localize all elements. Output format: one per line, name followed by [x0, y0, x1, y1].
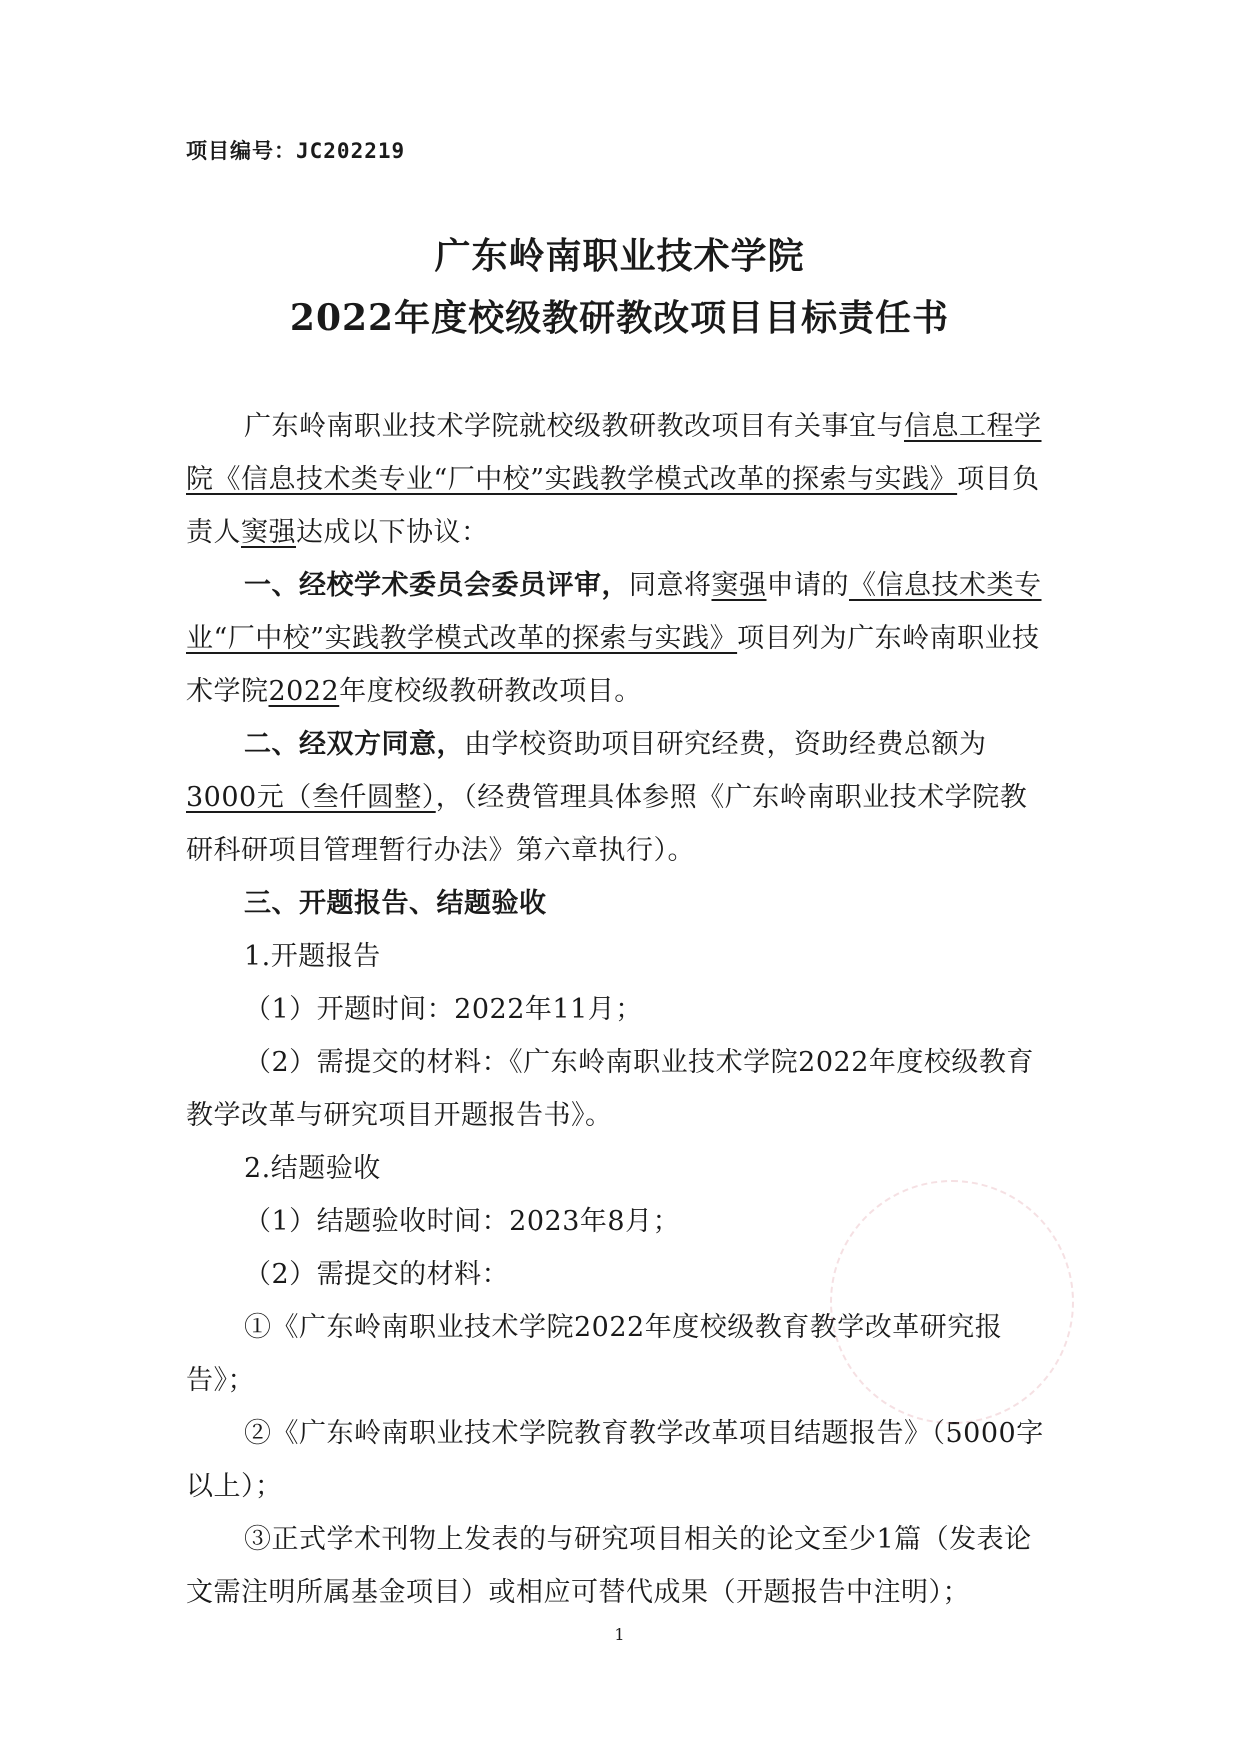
section-2-text: 由学校资助项目研究经费，资助经费总额为: [464, 729, 987, 760]
document-title-line1: 广东岭南职业技术学院: [434, 235, 805, 277]
section-1-text: 同意将: [629, 570, 712, 601]
intro-project-name: 信息工程学院《信息技术类专业“厂中校”实践教学模式改革的探索与实践》: [186, 411, 1042, 495]
material-item-3: ③正式学术刊物上发表的与研究项目相关的论文至少1篇（发表论文需注明所属基金项目）或相应可替代成果（开题报告中注明）；: [186, 1524, 1032, 1608]
section-1-text: 年度校级教研教改项目。: [339, 676, 642, 707]
intro-text: 达成以下协议：: [296, 517, 489, 548]
document-body: [186, 400, 1054, 1619]
intro-leader-name: 窦强: [241, 517, 296, 548]
section-2-heading: 二、经双方同意，: [244, 729, 464, 760]
subsection-final-acceptance: 2.结题验收: [244, 1153, 381, 1184]
faint-seal-stamp: [830, 1180, 1074, 1424]
section-1-leader-name: 窦强: [711, 570, 767, 601]
material-item-1: ①《广东岭南职业技术学院2022年度校级教育教学改革研究报告》；: [186, 1312, 1003, 1396]
intro-text: 项目负责人: [186, 464, 1040, 548]
project-number: 项目编号：JC202219: [186, 139, 406, 163]
intro-paragraph: [186, 400, 1054, 559]
section-2-funding-amount: 3000元（叁仟圆整）: [186, 782, 436, 813]
intro-text: 广东岭南职业技术学院就校级教研教改项目有关事宜与: [244, 411, 904, 442]
acceptance-time: （1）结题验收时间：2023年8月；: [244, 1206, 681, 1237]
opening-materials: （2）需提交的材料：《广东岭南职业技术学院2022年度校级教育教学改革与研究项目开题报告书》。: [186, 1047, 1034, 1131]
section-3-heading: 三、开题报告、结题验收: [244, 888, 547, 919]
section-1-text: 项目列为广东岭南职业技术学院: [186, 623, 1040, 707]
section-1-paragraph: [186, 559, 1054, 718]
material-item-2: ②《广东岭南职业技术学院教育教学改革项目结题报告》（5000字以上）；: [186, 1418, 1044, 1502]
section-1-text: 申请的: [766, 570, 849, 601]
section-1-heading: 一、经校学术委员会委员评审，: [244, 570, 629, 601]
section-2-text: ，（经费管理具体参照《广东岭南职业技术学院教研科研项目管理暂行办法》第六章执行）。: [186, 782, 1028, 866]
opening-time: （1）开题时间：2022年11月；: [244, 994, 643, 1025]
acceptance-materials-label: （2）需提交的材料：: [244, 1259, 510, 1290]
page-number: 1: [614, 1625, 625, 1644]
section-2-paragraph: [186, 718, 1054, 877]
subsection-opening-report: 1.开题报告: [244, 941, 381, 972]
section-1-project-name: 《信息技术类专业“厂中校”实践教学模式改革的探索与实践》: [186, 570, 1042, 654]
section-1-year: 2022: [268, 676, 340, 707]
document-title-line2: 2022年度校级教研教改项目目标责任书: [289, 297, 950, 339]
